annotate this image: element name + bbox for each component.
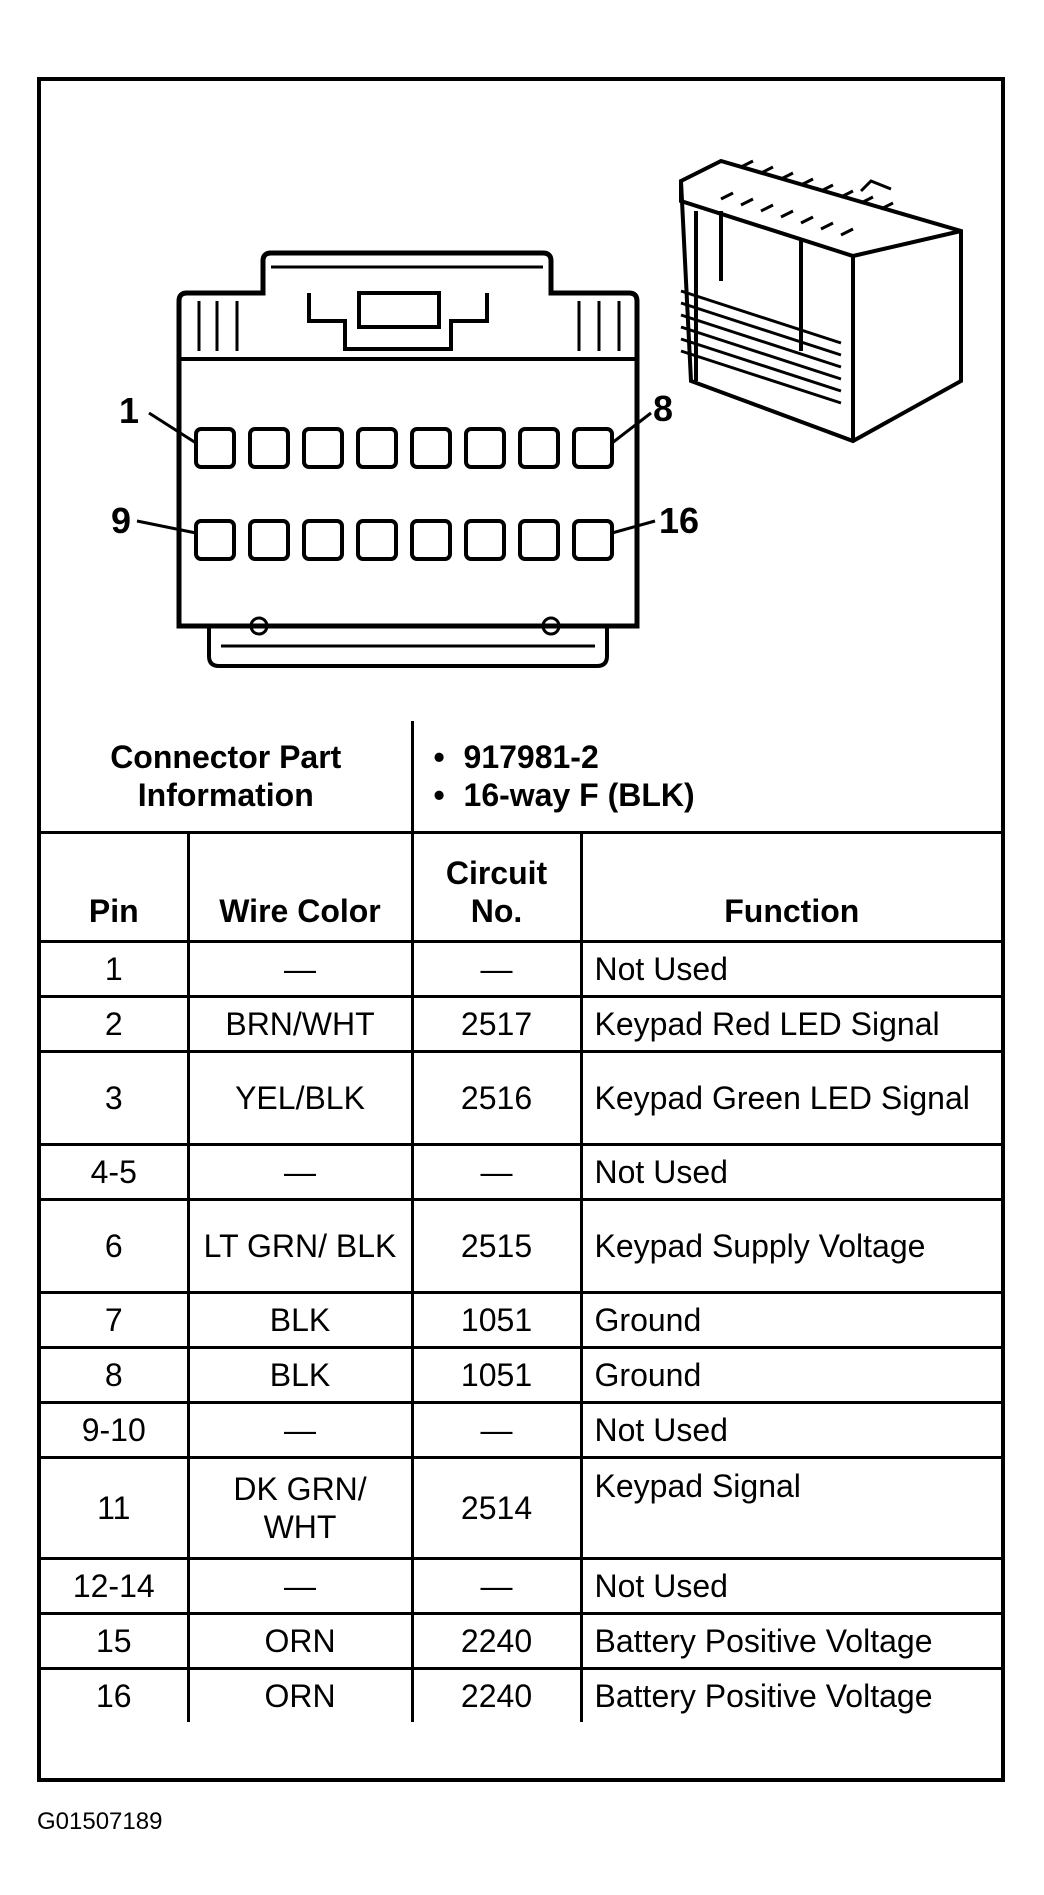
circuit-cell: —	[412, 1559, 581, 1614]
pin-cavity-5	[412, 429, 450, 467]
pin-cavity-1	[196, 429, 234, 467]
pin-cavity-11	[304, 521, 342, 559]
function-cell: Keypad Signal	[581, 1458, 1001, 1559]
wire-color-cell: BLK	[188, 1348, 412, 1403]
table-row	[41, 942, 1001, 997]
pin-label-1: 1	[119, 390, 140, 431]
pin-cell: 11	[41, 1458, 188, 1559]
pin-cavity-8	[574, 429, 612, 467]
function-cell: Battery Positive Voltage	[581, 1669, 1001, 1723]
circuit-cell: 1051	[412, 1348, 581, 1403]
pin-cavity-15	[520, 521, 558, 559]
pin-label-8: 8	[653, 388, 674, 429]
pin-cell: 12-14	[41, 1559, 188, 1614]
pin-cavity-10	[250, 521, 288, 559]
wire-color-cell: DK GRN/ WHT	[188, 1458, 412, 1559]
function-cell: Keypad Green LED Signal	[581, 1052, 1001, 1145]
pin-cavity-4	[358, 429, 396, 467]
pin-cavity-16	[574, 521, 612, 559]
circuit-cell: 2516	[412, 1052, 581, 1145]
table-row	[41, 997, 1001, 1052]
table-row	[41, 1200, 1001, 1293]
table-row	[41, 1458, 1001, 1559]
pin-cell: 8	[41, 1348, 188, 1403]
function-cell: Keypad Supply Voltage	[581, 1200, 1001, 1293]
pin-cavity-2	[250, 429, 288, 467]
figure-id: G01507189	[37, 1808, 163, 1835]
wire-color-cell: ORN	[188, 1669, 412, 1723]
pin-cavity-row-top	[196, 429, 612, 467]
circuit-cell: 2517	[412, 997, 581, 1052]
part-info-row	[41, 721, 1001, 833]
table-row	[41, 1052, 1001, 1145]
part-info-item: • 917981-2	[464, 738, 990, 776]
function-cell: Not Used	[581, 1559, 1001, 1614]
wire-color-cell: —	[188, 1403, 412, 1458]
connector-drawing	[41, 81, 1001, 721]
circuit-cell: 2514	[412, 1458, 581, 1559]
wire-color-cell: ORN	[188, 1614, 412, 1669]
wire-color-cell: YEL/BLK	[188, 1052, 412, 1145]
table-row	[41, 1348, 1001, 1403]
pin-cavity-14	[466, 521, 504, 559]
column-header-pin: Pin	[41, 833, 188, 942]
pin-cell: 4-5	[41, 1145, 188, 1200]
pin-cell: 16	[41, 1669, 188, 1723]
pinout-table	[41, 721, 1001, 1722]
column-header-wire-color: Wire Color	[188, 833, 412, 942]
table-header-row	[41, 833, 1001, 942]
part-info-label: Connector Part Information	[41, 721, 412, 833]
pin-cell: 7	[41, 1293, 188, 1348]
function-cell: Not Used	[581, 1403, 1001, 1458]
function-cell: Ground	[581, 1348, 1001, 1403]
table-row	[41, 1293, 1001, 1348]
pin-cell: 3	[41, 1052, 188, 1145]
pin-cavity-9	[196, 521, 234, 559]
function-cell: Ground	[581, 1293, 1001, 1348]
function-cell: Not Used	[581, 1145, 1001, 1200]
pin-cavity-7	[520, 429, 558, 467]
circuit-cell: —	[412, 1403, 581, 1458]
function-cell: Keypad Red LED Signal	[581, 997, 1001, 1052]
wire-color-cell: —	[188, 942, 412, 997]
table-row	[41, 1559, 1001, 1614]
table-row	[41, 1669, 1001, 1723]
pin-cell: 9-10	[41, 1403, 188, 1458]
connector-sheet	[37, 77, 1005, 1782]
pin-cavity-6	[466, 429, 504, 467]
circuit-cell: —	[412, 942, 581, 997]
column-header-circuit: Circuit No.	[412, 833, 581, 942]
pin-cavity-12	[358, 521, 396, 559]
table-row	[41, 1614, 1001, 1669]
wire-color-cell: BLK	[188, 1293, 412, 1348]
circuit-cell: —	[412, 1145, 581, 1200]
part-info-item: • 16-way F (BLK)	[464, 776, 990, 814]
part-info-list	[412, 721, 1001, 833]
pin-cell: 6	[41, 1200, 188, 1293]
table-row	[41, 1145, 1001, 1200]
pin-cavity-13	[412, 521, 450, 559]
wire-color-cell: —	[188, 1559, 412, 1614]
pin-cavity-3	[304, 429, 342, 467]
circuit-cell: 2240	[412, 1669, 581, 1723]
connector-isometric-view	[681, 161, 961, 441]
connector-body	[179, 253, 637, 666]
circuit-cell: 2515	[412, 1200, 581, 1293]
column-header-function: Function	[581, 833, 1001, 942]
connector-face-diagram	[41, 81, 1001, 721]
wire-color-cell: —	[188, 1145, 412, 1200]
function-cell: Battery Positive Voltage	[581, 1614, 1001, 1669]
pin-cell: 15	[41, 1614, 188, 1669]
pin-cell: 2	[41, 997, 188, 1052]
pin-label-16: 16	[659, 500, 700, 541]
circuit-cell: 1051	[412, 1293, 581, 1348]
table-row	[41, 1403, 1001, 1458]
pin-cavity-row-bottom	[196, 521, 612, 559]
wire-color-cell: BRN/WHT	[188, 997, 412, 1052]
function-cell: Not Used	[581, 942, 1001, 997]
circuit-cell: 2240	[412, 1614, 581, 1669]
wire-color-cell: LT GRN/ BLK	[188, 1200, 412, 1293]
pin-cell: 1	[41, 942, 188, 997]
pin-label-9: 9	[111, 500, 132, 541]
